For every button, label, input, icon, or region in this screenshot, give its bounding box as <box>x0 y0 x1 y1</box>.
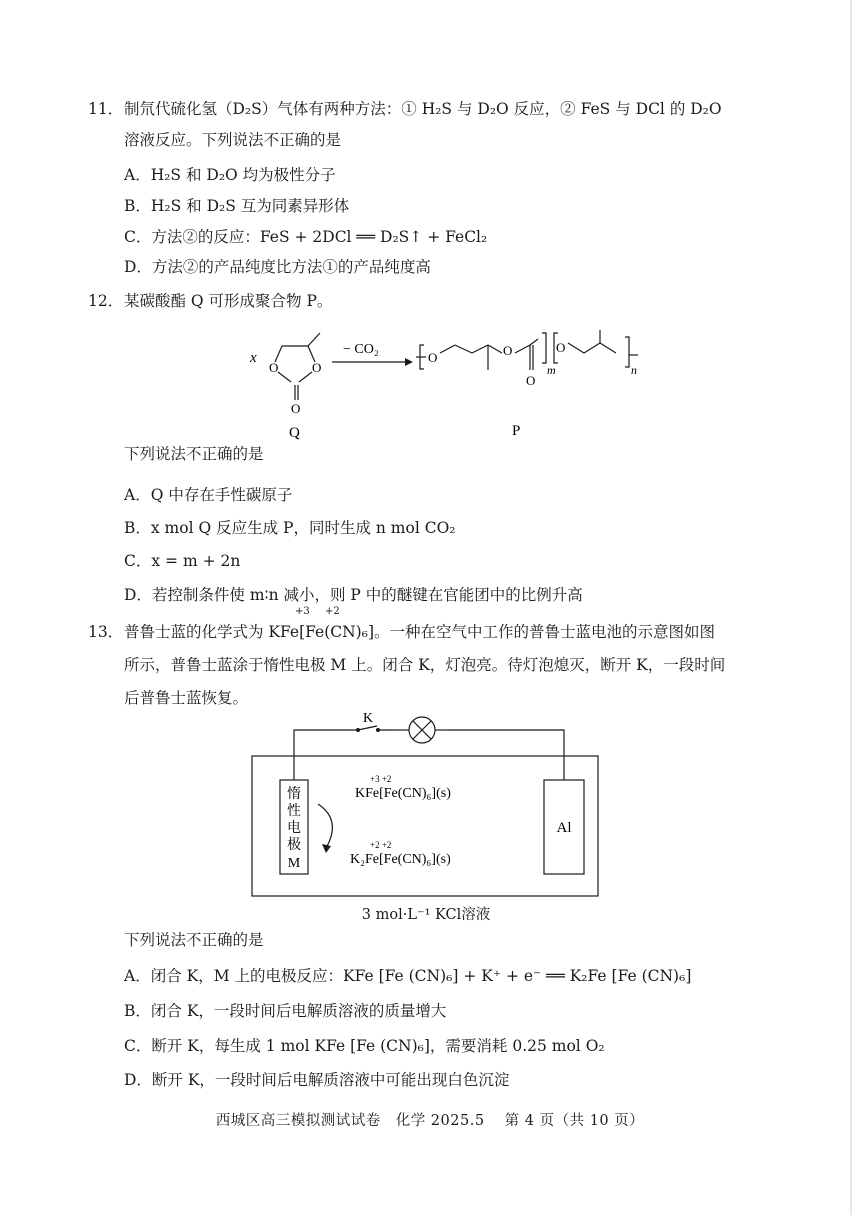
species-top: KFe[Fe(CN)₆](s) <box>355 786 451 801</box>
carbonate-polymerization-figure <box>240 325 660 445</box>
q11-option-a: A．H₂S 和 D₂O 均为极性分子 <box>124 166 336 184</box>
wire-right <box>446 730 564 780</box>
q13-option-c: C．断开 K，每生成 1 mol KFe [Fe (CN)₆]，需要消耗 0.25 mol O₂ <box>124 1037 605 1055</box>
electrode-char-4: 极 <box>287 837 301 853</box>
q11-option-b: B．H₂S 和 D₂S 互为同素异形体 <box>124 197 350 215</box>
prussian-blue-battery-figure <box>246 708 606 900</box>
q11-number: 11． <box>88 100 124 118</box>
electrode-char-3: 电 <box>287 820 301 836</box>
label-p: P <box>512 423 521 439</box>
q13-prompt: 下列说法不正确的是 <box>124 931 264 949</box>
q13-ox-state-upper: +3 <box>295 606 310 617</box>
q12-option-d: D．若控制条件使 m∶n 减小，则 P 中的醚键在官能团中的比例升高 <box>124 586 583 604</box>
q13-number: 13． <box>88 623 124 641</box>
electrode-char-2: 性 <box>287 803 301 819</box>
q12-number: 12． <box>88 292 124 310</box>
p-chain-oxygen: O <box>556 340 566 355</box>
q-carbonyl-oxygen: O <box>291 401 301 416</box>
q13-option-a: A．闭合 K，M 上的电极反应：KFe [Fe (CN)₆] + K⁺ + e⁻ ══ K₂Fe [Fe (CN)₆] <box>124 967 692 985</box>
q12-stem: 某碳酸酯 Q 可形成聚合物 P。 <box>124 292 333 310</box>
q-ring-oxygen-left: O <box>269 360 279 375</box>
ox-state-bottom: +2 +2 <box>370 840 392 850</box>
coefficient-x: x <box>250 350 257 366</box>
subscript-m: m <box>547 363 556 377</box>
page-footer: 西城区高三模拟测试试卷 化学 2025.5 第 4 页（共 10 页） <box>215 1113 645 1129</box>
q13-ox-state-lower: +2 <box>325 606 340 617</box>
subscript-n: n <box>631 363 637 377</box>
conversion-arrow <box>318 804 332 848</box>
page-edge-shadow <box>850 0 852 1215</box>
electrolyte-container <box>252 756 598 896</box>
switch-lever <box>358 726 377 730</box>
q12-option-b: B．x mol Q 反应生成 P，同时生成 n mol CO₂ <box>124 519 456 537</box>
q12-option-a: A．Q 中存在手性碳原子 <box>124 486 293 504</box>
q12-option-c: C．x = m + 2n <box>124 552 241 570</box>
q13-stem-line2: 所示，普鲁士蓝涂于惰性电极 M 上。闭合 K，灯泡亮。待灯泡熄灭，断开 K，一段时间 <box>124 656 726 674</box>
q12-prompt: 下列说法不正确的是 <box>124 445 264 463</box>
species-bottom: K₂Fe[Fe(CN)₆](s) <box>350 852 451 867</box>
anode-label: Al <box>556 820 572 836</box>
electrode-char-5: M <box>287 856 301 871</box>
reaction-arrowhead <box>405 358 413 366</box>
wire-left <box>294 730 358 780</box>
q11-option-c: C．方法②的反应：FeS + 2DCl ══ D₂S↑ + FeCl₂ <box>124 228 488 246</box>
ox-state-top: +3 +2 <box>370 774 392 784</box>
q13-option-b: B．闭合 K，一段时间后电解质溶液的质量增大 <box>124 1002 447 1020</box>
q11-stem-line2: 溶液反应。下列说法不正确的是 <box>124 131 342 149</box>
p-carbonyl-oxygen: O <box>526 373 536 388</box>
polymer-p-structure <box>416 330 638 370</box>
q11-option-d: D．方法②的产品纯度比方法①的产品纯度高 <box>124 258 431 276</box>
p-ether-oxygen: O <box>428 350 438 365</box>
switch-contact-right <box>376 728 380 732</box>
conversion-arrowhead <box>322 844 331 853</box>
q13-stem-line1: 普鲁士蓝的化学式为 KFe[Fe(CN)₆]。一种在空气中工作的普鲁士蓝电池的示意图如图 <box>124 623 715 641</box>
label-q: Q <box>289 425 300 441</box>
electrolyte-label: 3 mol·L⁻¹ KCl溶液 <box>361 907 491 923</box>
q13-stem-line3: 后普鲁士蓝恢复。 <box>124 689 249 707</box>
arrow-label: − CO₂ <box>343 342 379 357</box>
q13-option-d: D．断开 K，一段时间后电解质溶液中可能出现白色沉淀 <box>124 1071 510 1089</box>
p-ester-oxygen: O <box>503 343 513 358</box>
switch-label: K <box>363 711 374 726</box>
q11-stem-line1: 制氘代硫化氢（D₂S）气体有两种方法：① H₂S 与 D₂O 反应，② FeS 与 DCl 的 D₂O <box>124 100 722 118</box>
q-ring-oxygen-right: O <box>312 360 322 375</box>
electrode-char-1: 惰 <box>287 786 301 802</box>
